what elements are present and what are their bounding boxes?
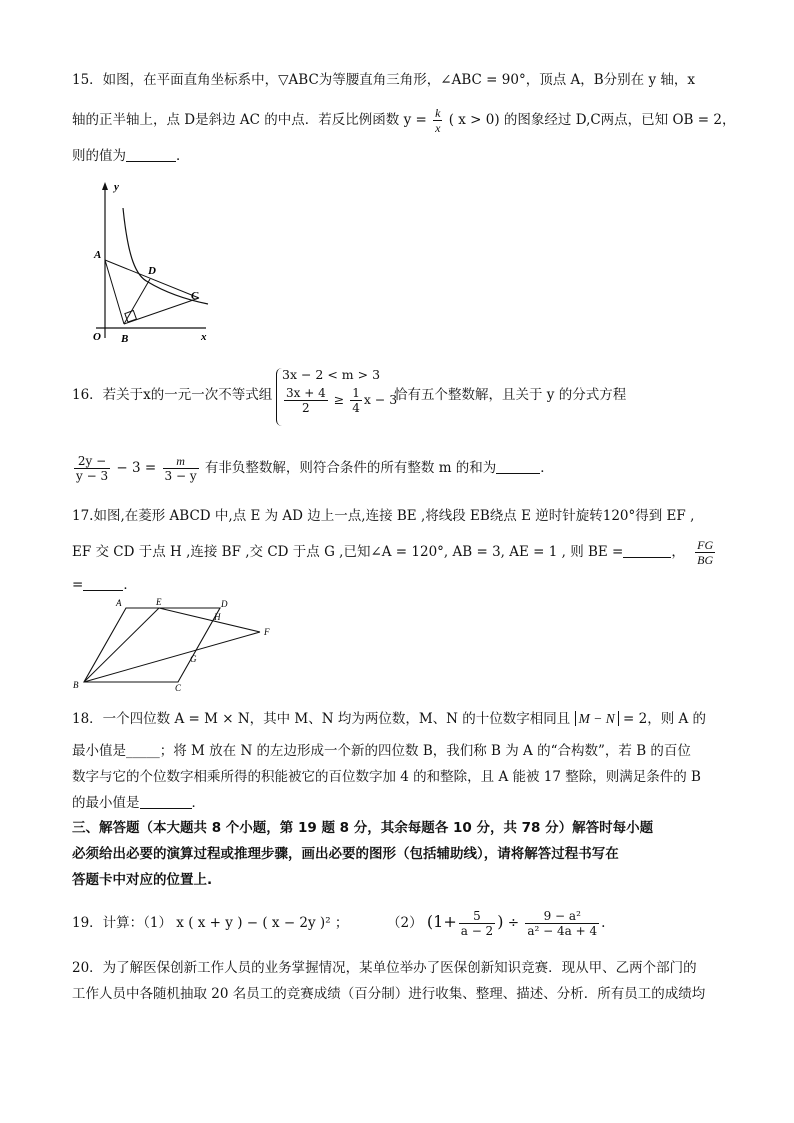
q18-line4: 的最小值是 ．: [72, 795, 205, 811]
y-axis-arrow: [102, 182, 108, 190]
q16-lead: 16．若关于x的一元一次不等式组: [72, 387, 273, 403]
q19-line: 19．计算：（1） x ( x + y ) − ( x − 2y )² ； （2） (1+ $\frac{5}{a - 2}$ ) ÷ $\frac{\text{9 − a²}}{\text{a² − 4a + 4}}$ .: [72, 909, 606, 938]
q17-line2: EF 交 CD 于点 H ,连接 BF ,交 CD 于点 G ,已知∠A = 120°, AB = 3, AE = 1 , 则 BE = ， $\frac{FG}{BG}$: [72, 538, 714, 567]
label-F: F: [264, 627, 270, 637]
q15-line1: 15．如图，在平面直角坐标系中，▽ABC为等腰直角三角形，∠ABC = 90°，顶点 A，B分别在 y 轴，x: [72, 72, 695, 88]
section3-line2: 必须给出必要的演算过程或推理步骤，画出必要的图形（包括辅助线），请将解答过程书写在: [72, 846, 619, 862]
label-A: A: [94, 249, 102, 261]
q15-fraction: $\frac{k}{x}$: [435, 106, 441, 135]
rhombus-ABCD: [84, 608, 220, 682]
segment-BC: [124, 298, 199, 324]
q15-line3: 则的值为 ．: [72, 148, 190, 164]
absolute-value: M − N: [575, 711, 619, 726]
inequality-2: $\frac{3x + 4}{2}$ ≥ $\frac{1}{4}$ x − 3: [286, 386, 398, 415]
q18-line3: 数字与它的个位数字相乘所得的积能被它的百位数字加 4 的和整除，且 A 能被 17 整除，则满足条件的 B: [72, 769, 701, 785]
q17-line3: = ．: [72, 577, 137, 593]
label-D: D: [148, 265, 156, 277]
label-x: x: [201, 331, 207, 343]
label-G: G: [190, 654, 197, 664]
inequality-system: [282, 366, 397, 415]
answer-blank: [126, 147, 176, 162]
q15-line2: 轴的正半轴上，点 D是斜边 AC 的中点．若反比例函数 y = $\frac{k}{x}$ ( x > 0) 的图象经过 D,C两点，已知 OB = 2，: [72, 106, 736, 135]
q16-equation: $\frac{2y -}{y - 3}$ − 3 = $\frac{m}{3 - y}$ 有非负整数解，则符合条件的所有整数 m 的和为 ．: [76, 454, 554, 483]
label-B: B: [121, 333, 129, 345]
answer-blank: [140, 794, 192, 809]
q18-line2: 最小值是_____；将 M 放在 N 的左边形成一个新的四位数 B，我们称 B 为 A 的“合构数”，若 B 的百位: [72, 743, 691, 759]
q16-tail: 恰有五个整数解，且关于 y 的分式方程: [394, 387, 627, 403]
label-A: A: [116, 598, 122, 608]
label-B: B: [73, 680, 79, 690]
section3-line1: 三、解答题（本大题共 8 个小题，第 19 题 8 分，其余每题各 10 分，共 78 分）解答时每小题: [72, 820, 654, 836]
answer-blank: [83, 576, 123, 591]
answer-blank: [623, 543, 671, 558]
segment-AB: [105, 260, 124, 324]
q15-figure: [88, 178, 218, 348]
label-y: y: [114, 181, 119, 193]
inequality-1: 3x − 2 < m > 3: [282, 367, 381, 382]
label-E: E: [156, 597, 162, 607]
section3-line3: 答题卡中对应的位置上.: [72, 872, 213, 888]
segment-BF: [84, 632, 260, 682]
label-C: C: [175, 683, 182, 693]
q17-line1: 17.如图,在菱形 ABCD 中,点 E 为 AD 边上一点,连接 BE ,将线段 EB绕点 E 逆时针旋转120°得到 EF ,: [72, 508, 695, 524]
label-C: C: [191, 290, 199, 302]
label-H: H: [214, 612, 221, 622]
answer-blank: [496, 459, 540, 474]
q18-line1: 18．一个四位数 A = M × N，其中 M、N 均为两位数，M、N 的十位数字相同且 M − N = 2，则 A 的: [72, 711, 707, 727]
label-D: D: [221, 599, 228, 609]
segment-EF: [159, 608, 260, 632]
segment-BD: [124, 279, 150, 324]
q20-line2: 工作人员中各随机抽取 20 名员工的竞赛成绩（百分制）进行收集、整理、描述、分析．所有员工的成绩均: [72, 986, 706, 1002]
q17-figure: [70, 594, 280, 694]
q20-line1: 20．为了解医保创新工作人员的业务掌握情况，某单位举办了医保创新知识竞赛．现从甲、乙两个部门的: [72, 960, 697, 976]
label-O: O: [93, 331, 101, 343]
